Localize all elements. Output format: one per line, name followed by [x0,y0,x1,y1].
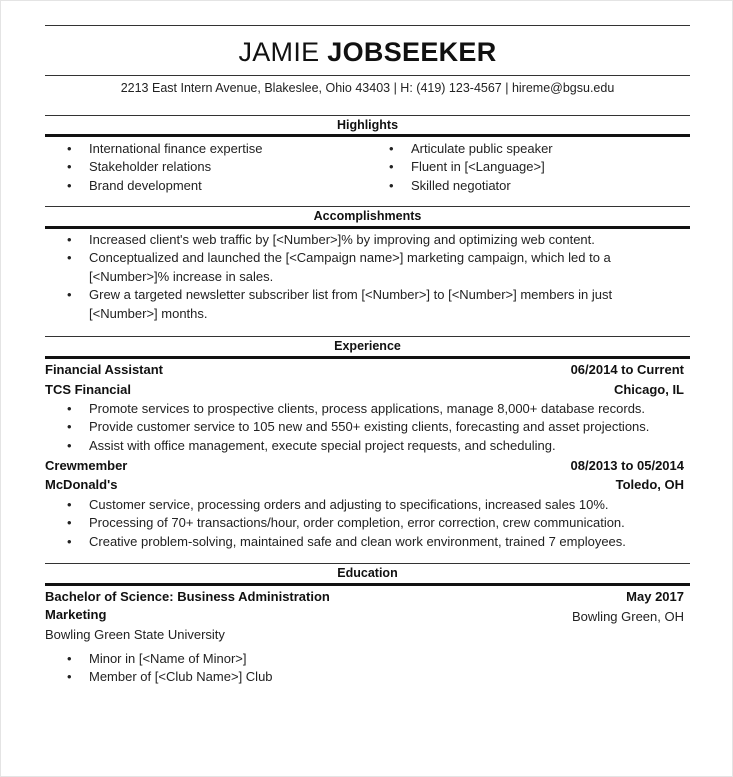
highlights-title: Highlights [336,118,399,132]
education-bottom-rule [45,583,690,586]
degree: Bachelor of Science: Business Administration [45,589,330,604]
school-location: Bowling Green, OH [572,609,684,624]
job-company: TCS Financial [45,382,131,397]
name-rule [45,75,690,76]
job-location: Chicago, IL [613,382,684,397]
education-title: Education [337,566,398,580]
job-dates: 08/2013 to 05/2014 [570,458,684,473]
job-role: Financial Assistant [45,362,163,377]
resume-page: JAMIE JOBSEEKER 2213 East Intern Avenue, Blakeslee, Ohio 43403 | H: (419) 123-4567 | hireme@bgsu.edu Highlights • International finance expertise • Stakeholder relations • Brand development • Articulate public speaker • Fluent in [<Language>] • Skilled negotiator Accomplishments • Increased client's web traffic by [<Number>]% by improving and optimizing web content. • Conceptualized and launched the [<Campaign name>] marketing campaign, which led to a [<Number>]% increase in sales. • Grew a targeted newsletter subscriber list from [<Number>] to [<Number>] members in just [<Number>] months. Experience Financial Assistant 06/2014 to Current TCS Financial Chicago, IL • Promote services to prospective clients, process applications, manage 8,000+ database records. • Provide customer service to 105 new and 550+ existing clients, forecasting and asset projections. • Assist with office management, execute special project requests, and scheduling. Crewmember 08/2013 to 05/2014 McDonald's Toledo, OH • Customer service, processing orders and adjusting to specifications, increased sales 10%. • Processing of 70+ transactions/hour, order completion, error correction, crew communication. • Creative problem-solving, maintained safe and clean work environment, trained 7 employees. Education Bachelor of Science: Business Administration May 2017 Marketing Bowling Green, OH Bowling Green State University • Minor in [<Name of Minor>] • Member of [<Club Name>] Club [0,0,733,777]
job-role: Crewmember [45,458,128,473]
highlights-top-rule [45,115,690,116]
education-top-rule [45,563,690,564]
last-name: JOBSEEKER [327,37,497,67]
contact-line: 2213 East Intern Avenue, Blakeslee, Ohio 43403 | H: (419) 123-4567 | hireme@bgsu.edu [120,81,615,95]
accomplishment-item: • Conceptualized and launched the [<Campaign name>] marketing campaign, which led to a [<Number>]% increase in sales. [67,250,611,284]
job-location: Toledo, OH [615,477,684,492]
accomplishments-title: Accomplishments [313,209,422,223]
school-name: Bowling Green State University [45,627,225,642]
experience-title: Experience [334,339,401,353]
experience-bottom-rule [45,356,690,359]
accomplishments-top-rule [45,206,690,207]
highlights-bottom-rule [45,134,690,137]
graduation-date: May 2017 [626,589,684,604]
major: Marketing [45,607,107,622]
experience-top-rule [45,336,690,337]
accomplishment-item: • Increased client's web traffic by [<Number>]% by improving and optimizing web content. [67,232,595,247]
accomplishment-item: • Grew a targeted newsletter subscriber list from [<Number>] to [<Number>] members in just [<Number>] months. [67,287,613,321]
accomplishments-bottom-rule [45,226,690,229]
top-rule [45,25,690,26]
job-dates: 06/2014 to Current [570,362,684,377]
job-company: McDonald's [45,477,118,492]
first-name: JAMIE [238,37,320,67]
candidate-name [45,37,690,68]
